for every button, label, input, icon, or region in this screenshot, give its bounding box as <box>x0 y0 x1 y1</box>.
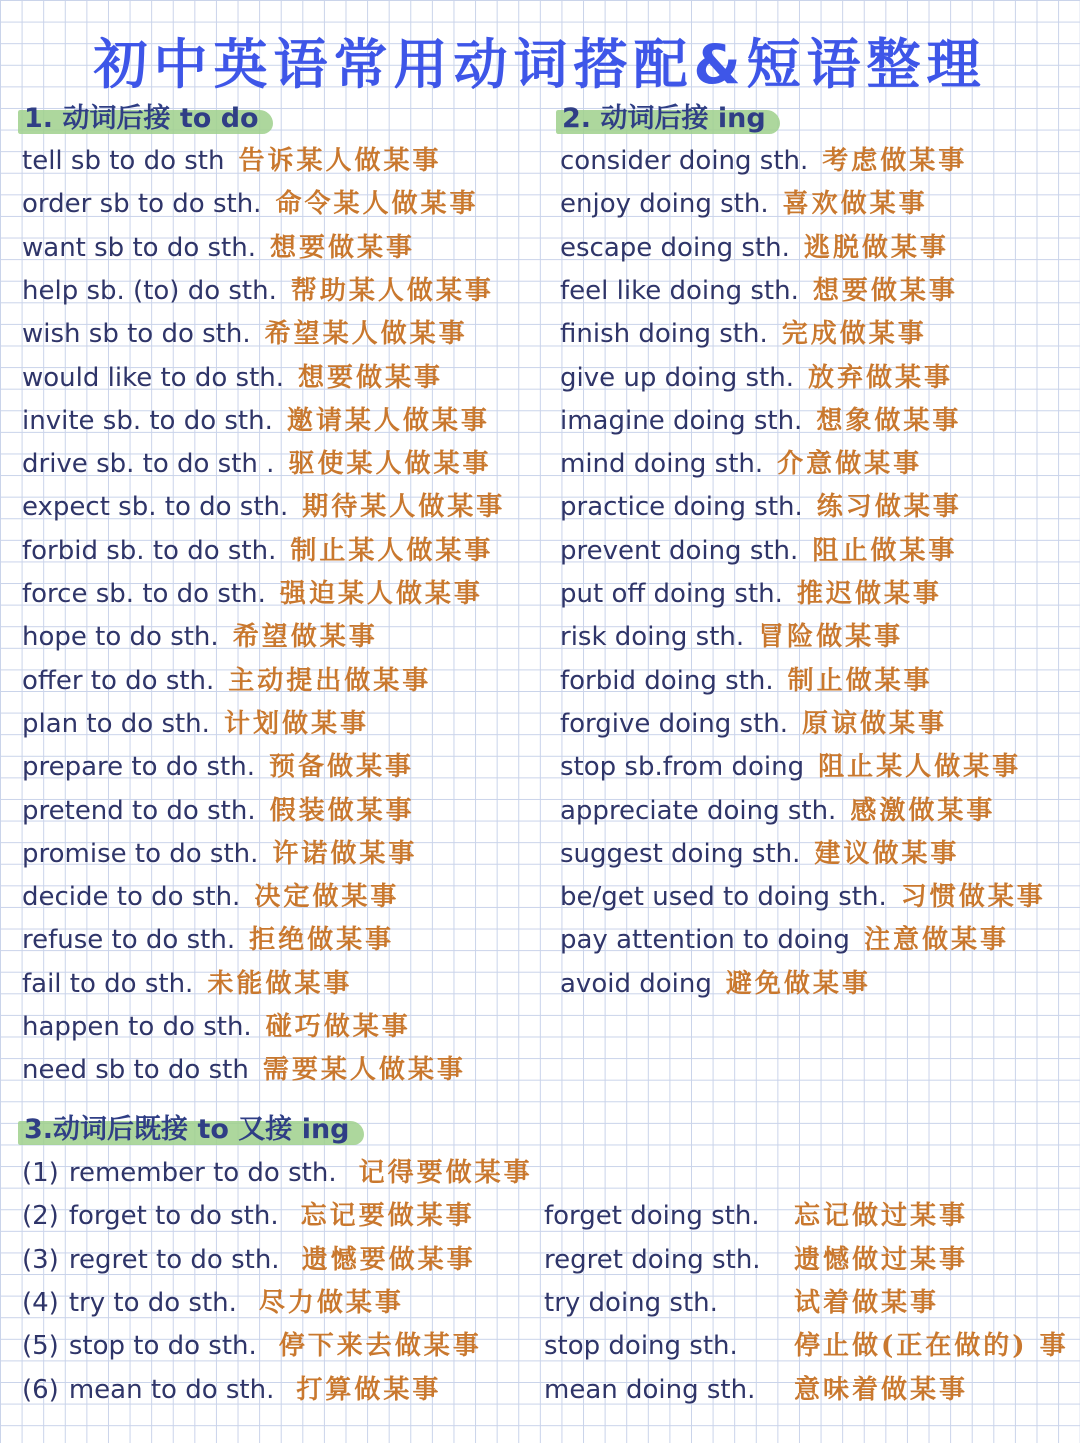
list-item <box>560 228 949 268</box>
phrase-chinese: 练习做某事 <box>816 492 962 523</box>
phrase-chinese: 拒绝做某事 <box>249 925 395 956</box>
ing-chinese: 停止做(正在做的) 事 <box>794 1331 1069 1362</box>
list-item <box>560 487 962 527</box>
list-item <box>22 877 399 917</box>
to-do-english: mean to do sth. <box>68 1374 275 1405</box>
phrase-chinese: 期待某人做某事 <box>302 492 506 523</box>
phrase-chinese: 想象做某事 <box>816 405 962 436</box>
list-item <box>22 358 443 398</box>
item-number: (1) <box>22 1158 59 1188</box>
list-item <box>22 444 491 484</box>
list-item <box>560 747 1021 787</box>
list-item <box>22 704 369 744</box>
phrase-english: put off doing sth. <box>560 579 783 609</box>
item-number: (5) <box>22 1331 59 1362</box>
phrase-chinese: 主动提出做某事 <box>228 665 432 696</box>
phrase-chinese: 阻止做某事 <box>812 535 958 566</box>
phrase-english: want sb to do sth. <box>22 232 256 263</box>
phrase-english: would like to do sth. <box>22 362 285 393</box>
phrase-chinese: 喜欢做某事 <box>782 189 928 220</box>
list-item <box>22 1240 969 1280</box>
list-item <box>22 747 414 787</box>
phrase-chinese: 想要做某事 <box>269 232 415 263</box>
phrase-chinese: 完成做某事 <box>781 319 927 350</box>
phrase-english: decide to do sth. <box>22 882 241 913</box>
list-item <box>560 834 959 874</box>
list-item <box>22 1283 940 1323</box>
phrase-english: prepare to do sth. <box>22 752 255 783</box>
list-item <box>22 228 415 268</box>
list-item <box>22 271 494 311</box>
list-item <box>560 964 871 1004</box>
phrase-chinese: 计划做某事 <box>223 708 369 739</box>
phrase-english: appreciate doing sth. <box>560 795 837 826</box>
phrase-chinese: 命令某人做某事 <box>275 189 479 220</box>
phrase-chinese: 放弃做某事 <box>808 362 954 393</box>
list-item <box>22 920 394 960</box>
ing-english: try doing sth. <box>544 1287 718 1318</box>
ing-english: stop doing sth. <box>544 1331 738 1362</box>
list-item <box>22 1326 1069 1366</box>
phrase-english: drive sb. to do sth . <box>22 449 275 480</box>
list-item <box>560 920 1009 960</box>
phrase-english: plan to do sth. <box>22 708 210 739</box>
phrase-english: avoid doing <box>560 968 712 999</box>
phrase-english: imagine doing sth. <box>560 405 803 436</box>
list-item <box>22 791 415 831</box>
list-item <box>22 184 478 224</box>
list-item <box>22 617 378 657</box>
ing-chinese: 试着做某事 <box>794 1287 940 1318</box>
phrase-english: be/get used to doing sth. <box>560 882 887 913</box>
phrase-english: hope to do sth. <box>22 622 219 653</box>
phrase-english: risk doing sth. <box>560 622 745 653</box>
list-item <box>560 444 922 484</box>
list-item <box>22 574 483 614</box>
phrase-english: help sb. (to) do sth. <box>22 275 277 306</box>
list-item <box>560 617 903 657</box>
phrase-english: tell sb to do sth <box>22 146 225 176</box>
phrase-english: escape doing sth. <box>560 232 790 263</box>
phrase-english: mind doing sth. <box>560 449 764 480</box>
phrase-english: consider doing sth. <box>560 146 809 176</box>
phrase-chinese: 推迟做某事 <box>796 579 942 609</box>
phrase-english: suggest doing sth. <box>560 838 801 869</box>
item-number: (6) <box>22 1374 59 1405</box>
phrase-chinese: 阻止某人做某事 <box>818 752 1022 783</box>
ing-english: regret doing sth. <box>544 1244 761 1275</box>
phrase-chinese: 逃脱做某事 <box>803 232 949 263</box>
to-do-chinese: 停下来去做某事 <box>278 1331 482 1362</box>
ing-english: forget doing sth. <box>544 1201 760 1232</box>
section3-heading: 3.动词后既接 to 又接 ing <box>22 1113 364 1147</box>
phrase-english: invite sb. to do sth. <box>22 405 273 436</box>
list-item <box>22 314 468 354</box>
phrase-chinese: 注意做某事 <box>863 925 1009 956</box>
phrase-chinese: 介意做某事 <box>777 449 923 480</box>
phrase-chinese: 预备做某事 <box>268 752 414 783</box>
ing-chinese: 忘记做过某事 <box>794 1201 969 1232</box>
item-number: (2) <box>22 1201 59 1232</box>
list-item <box>22 1153 533 1193</box>
list-item <box>22 1007 411 1047</box>
phrase-english: stop sb.from doing <box>560 752 805 783</box>
phrase-english: promise to do sth. <box>22 838 259 869</box>
phrase-chinese: 冒险做某事 <box>758 622 904 653</box>
to-do-english: remember to do sth. <box>68 1158 337 1188</box>
phrase-english: enjoy doing sth. <box>560 189 769 220</box>
phrase-chinese: 告诉某人做某事 <box>238 146 442 176</box>
list-item <box>22 1050 466 1090</box>
phrase-chinese: 想要做某事 <box>812 275 958 306</box>
phrase-english: order sb to do sth. <box>22 189 262 220</box>
phrase-chinese: 考虑做某事 <box>822 146 968 176</box>
list-item <box>560 704 947 744</box>
phrase-chinese: 邀请某人做某事 <box>286 405 490 436</box>
list-item <box>560 531 957 571</box>
phrase-chinese: 需要某人做某事 <box>262 1055 466 1086</box>
phrase-english: give up doing sth. <box>560 362 794 393</box>
phrase-chinese: 帮助某人做某事 <box>290 275 494 306</box>
list-item <box>560 358 953 398</box>
phrase-english: expect sb. to do sth. <box>22 492 289 523</box>
phrase-english: prevent doing sth. <box>560 535 799 566</box>
section2-heading: 2. 动词后接 ing <box>560 102 780 136</box>
phrase-chinese: 决定做某事 <box>254 882 400 913</box>
to-do-chinese: 尽力做某事 <box>258 1287 404 1318</box>
phrase-chinese: 希望做某事 <box>232 622 378 653</box>
list-item <box>22 487 505 527</box>
ing-chinese: 意味着做某事 <box>794 1374 969 1405</box>
phrase-chinese: 许诺做某事 <box>272 838 418 869</box>
list-item <box>560 401 961 441</box>
list-item <box>22 964 352 1004</box>
list-item <box>22 661 431 701</box>
item-number: (4) <box>22 1287 59 1318</box>
list-item <box>560 574 942 614</box>
list-item <box>560 141 967 181</box>
phrase-chinese: 制止做某事 <box>787 665 933 696</box>
phrase-english: forbid sb. to do sth. <box>22 535 277 566</box>
phrase-english: finish doing sth. <box>560 319 768 350</box>
phrase-chinese: 想要做某事 <box>298 362 444 393</box>
phrase-chinese: 强迫某人做某事 <box>279 579 483 609</box>
to-do-chinese: 忘记要做某事 <box>300 1201 475 1232</box>
phrase-chinese: 习惯做某事 <box>900 882 1046 913</box>
phrase-english: fail to do sth. <box>22 968 194 999</box>
ing-chinese: 遗憾做过某事 <box>794 1244 969 1275</box>
to-do-english: try to do sth. <box>68 1287 237 1318</box>
phrase-english: feel like doing sth. <box>560 275 799 306</box>
phrase-chinese: 避免做某事 <box>725 968 871 999</box>
list-item <box>560 271 958 311</box>
phrase-english: offer to do sth. <box>22 665 215 696</box>
list-item <box>22 834 417 874</box>
list-item <box>22 141 442 181</box>
page-title: 初中英语常用动词搭配&短语整理 <box>93 33 987 96</box>
phrase-chinese: 建议做某事 <box>814 838 960 869</box>
section1-heading: 1. 动词后接 to do <box>22 102 273 136</box>
phrase-english: need sb to do sth <box>22 1055 249 1086</box>
phrase-english: refuse to do sth. <box>22 925 236 956</box>
to-do-english: regret to do sth. <box>68 1244 280 1275</box>
item-number: (3) <box>22 1244 59 1275</box>
list-item <box>22 531 493 571</box>
phrase-chinese: 假装做某事 <box>269 795 415 826</box>
phrase-english: wish sb to do sth. <box>22 319 251 350</box>
phrase-chinese: 原谅做某事 <box>802 708 948 739</box>
list-item <box>22 1370 969 1410</box>
phrase-english: forbid doing sth. <box>560 665 774 696</box>
phrase-english: practice doing sth. <box>560 492 803 523</box>
phrase-chinese: 感激做某事 <box>850 795 996 826</box>
to-do-english: stop to do sth. <box>68 1331 257 1362</box>
to-do-chinese: 记得要做某事 <box>358 1158 533 1188</box>
to-do-chinese: 打算做某事 <box>296 1374 442 1405</box>
to-do-english: forget to do sth. <box>68 1201 279 1232</box>
to-do-chinese: 遗憾要做某事 <box>301 1244 476 1275</box>
phrase-english: happen to do sth. <box>22 1012 252 1042</box>
list-item <box>22 401 490 441</box>
phrase-chinese: 碰巧做某事 <box>265 1012 411 1042</box>
list-item <box>560 661 933 701</box>
phrase-chinese: 未能做某事 <box>207 968 353 999</box>
phrase-chinese: 制止某人做某事 <box>290 535 494 566</box>
list-item <box>560 791 995 831</box>
phrase-english: pay attention to doing <box>560 925 850 956</box>
list-item <box>560 184 928 224</box>
phrase-chinese: 希望某人做某事 <box>264 319 468 350</box>
list-item <box>22 1196 969 1236</box>
phrase-chinese: 驱使某人做某事 <box>288 449 492 480</box>
ing-english: mean doing sth. <box>544 1374 756 1405</box>
list-item <box>560 314 927 354</box>
phrase-english: force sb. to do sth. <box>22 579 266 609</box>
phrase-english: forgive doing sth. <box>560 708 789 739</box>
list-item <box>560 877 1046 917</box>
phrase-english: pretend to do sth. <box>22 795 256 826</box>
